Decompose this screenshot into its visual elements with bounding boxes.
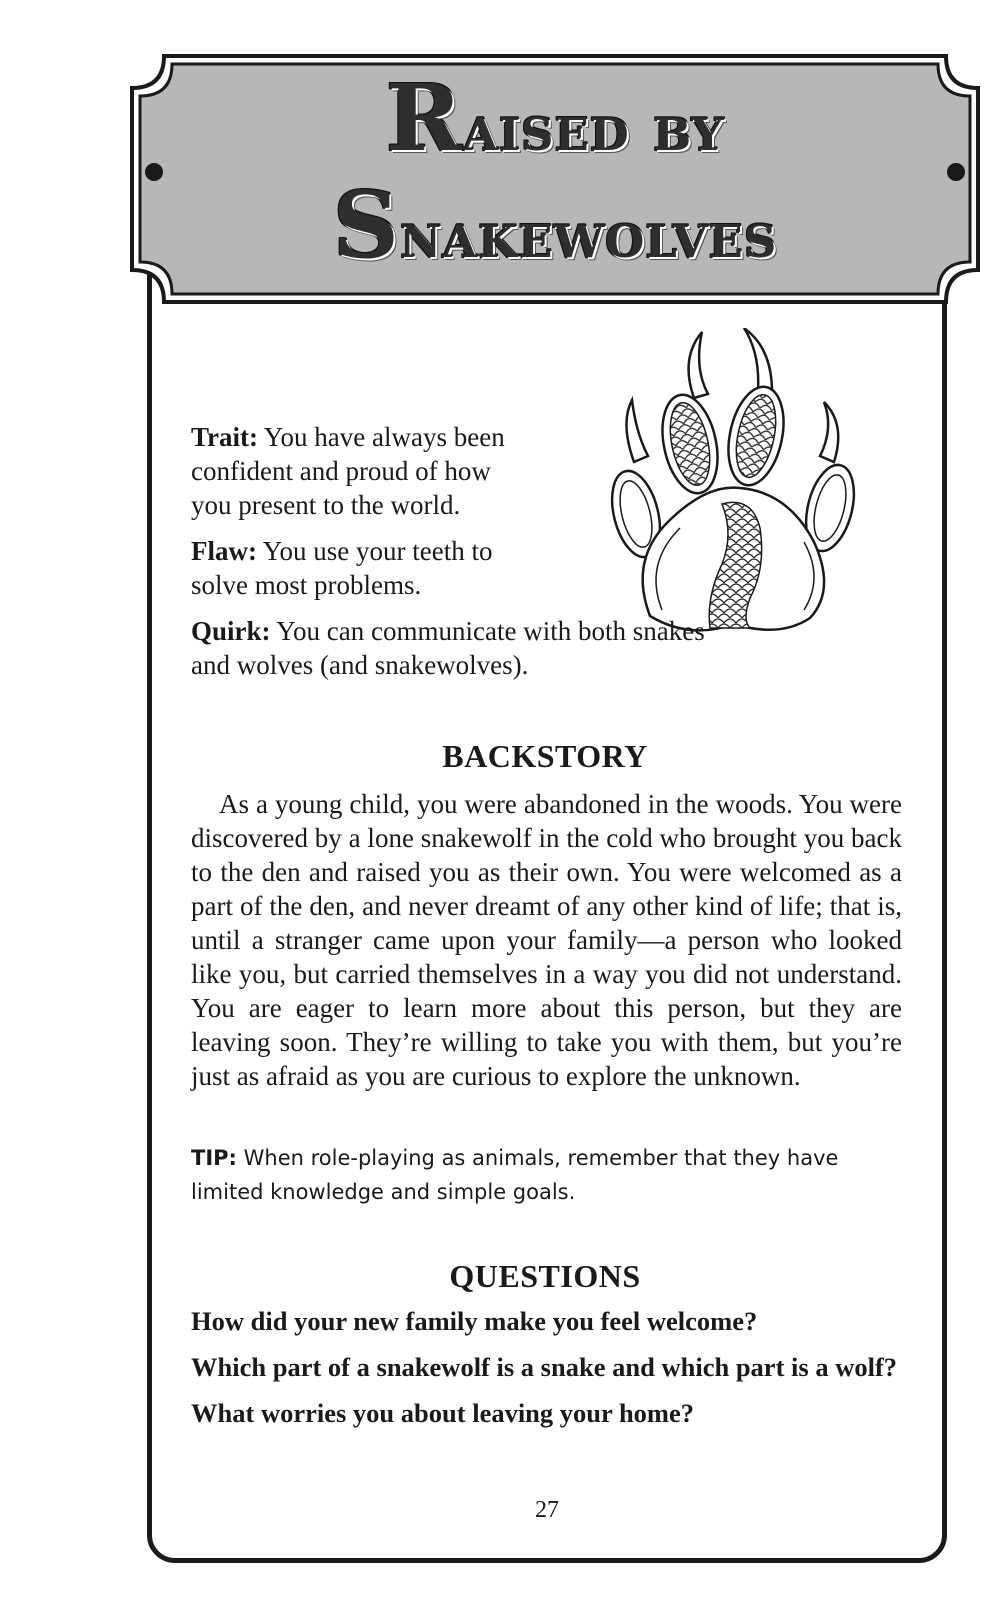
backstory-heading: BACKSTORY — [442, 738, 648, 774]
question-item: What worries you about leaving your home? — [191, 1398, 695, 1428]
questions-heading: QUESTIONS — [449, 1258, 641, 1294]
title-line-1: Raised by — [385, 64, 725, 172]
flaw-text: You use your teeth to solve most problems. — [191, 536, 493, 600]
title-line-2: Snakewolves — [332, 171, 778, 279]
trait-entry — [191, 420, 531, 522]
quirk-text: You can communicate with both snakes and wolves (and snakewolves). — [191, 616, 705, 680]
question-item: Which part of a snakewolf is a snake and which part is a wolf? — [191, 1352, 898, 1382]
question-item: How did your new family make you feel welcome? — [191, 1306, 758, 1336]
tip-note — [191, 1141, 891, 1209]
tip-text: When role-playing as animals, remember that they have limited knowledge and simple goals. — [191, 1146, 839, 1204]
flaw-entry — [191, 534, 531, 602]
trait-text: You have always been confident and proud of how you present to the world. — [191, 422, 505, 520]
backstory-text: As a young child, you were abandoned in the woods. You were discovered by a lone snakewolf in the cold who brought you back to the den and raised you as their own. You were welcomed as a part of the den, and never dreamt of any other kind of life; that is, until a stranger came upon your family—a person who looked like you, but carried themselves in a way you did not understand. You are eager to learn more about this person, but they are leaving soon. They’re willing to take you with them, but you’re just as afraid as you are curious to explore the unknown. — [191, 789, 902, 1091]
trait-label: Trait: — [191, 422, 258, 452]
quirk-label: Quirk: — [191, 616, 271, 646]
flaw-label: Flaw: — [191, 536, 257, 566]
traits-block — [191, 420, 751, 694]
page-title — [124, 64, 986, 284]
quirk-entry — [191, 614, 741, 682]
page-number: 27 — [535, 1497, 559, 1523]
tip-label: TIP: — [191, 1146, 237, 1170]
questions-list — [191, 1304, 902, 1442]
